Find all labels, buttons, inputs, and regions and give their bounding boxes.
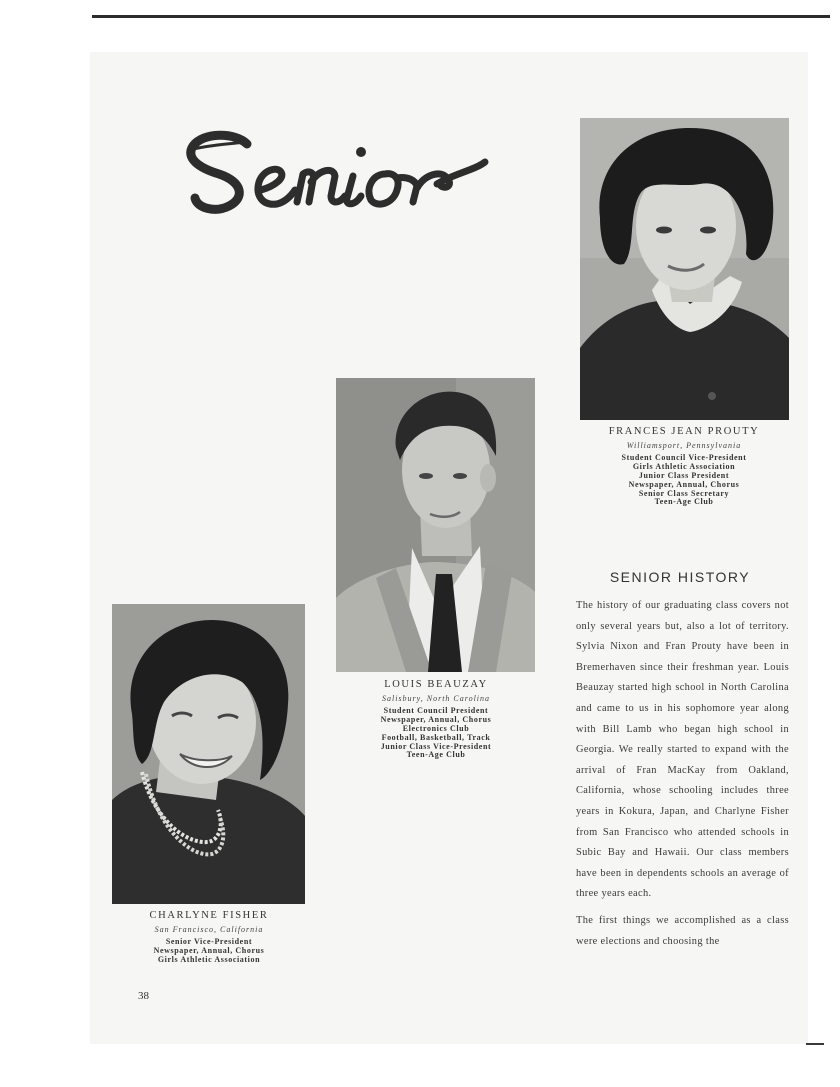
history-text: [576, 596, 789, 958]
portrait-photo: [580, 118, 789, 420]
history-paragraph: The first things we accomplished as a class were elections and choosing the: [576, 914, 789, 947]
activity-line: Football, Basketball, Track: [381, 732, 491, 742]
portrait-frances-prouty: [580, 118, 789, 420]
activity-line: Senior Vice-President: [165, 936, 253, 946]
student-name: CHARLYNE FISHER: [149, 910, 269, 921]
student-name: FRANCES JEAN PROUTY: [608, 426, 760, 437]
portrait-louis-beauzay: [336, 378, 535, 672]
caption-frances-prouty: [586, 426, 782, 507]
activity-line: Newspaper, Annual, Chorus: [153, 945, 265, 955]
activity-line: Newspaper, Annual, Chorus: [628, 479, 740, 489]
student-hometown: Williamsport, Pennsylvania: [626, 440, 742, 450]
activity-line: Girls Athletic Association: [157, 954, 261, 964]
activity-line: Junior Class President: [638, 470, 730, 480]
student-name: LOUIS BEAUZAY: [384, 679, 488, 690]
edge-mark: [806, 1043, 824, 1045]
page-number: 38: [138, 990, 149, 1002]
activity-line: Student Council Vice-President: [621, 452, 747, 462]
history-heading: SENIOR HISTORY: [609, 569, 751, 585]
caption-louis-beauzay: [340, 679, 532, 760]
script-title-lettering: [185, 116, 495, 226]
activity-line: Junior Class Vice-President: [380, 741, 492, 751]
activity-line: Teen-Age Club: [406, 750, 466, 760]
student-hometown: Salisbury, North Carolina: [381, 693, 491, 703]
portrait-photo: [112, 604, 305, 904]
portrait-charlyne-fisher: [112, 604, 305, 904]
activity-line: Senior Class Secretary: [638, 488, 730, 498]
activity-line: Electronics Club: [402, 723, 470, 733]
history-paragraph: The history of our graduating class covers not only several years but, also a lot of territory. Sylvia Nixon and Fran Prouty have been in Bremerhaven since their freshman year. Louis Beauzay started high school in North Carolina and came to us in his sophomore year along with Bill Lamb who began high school in Georgia. We really started to expand with the arrival of Fran MacKay from Oakland, California, whose schooling includes three years in Kokura, Japan, and Charlyne Fisher from San Francisco who attended schools in Subic Bay and Hawaii. Our class members have been in dependents schools an average of three years each.: [576, 600, 789, 900]
activity-line: Teen-Age Club: [654, 497, 714, 507]
activity-line: Student Council President: [383, 705, 489, 715]
caption-charlyne-fisher: [114, 910, 304, 965]
activity-line: Girls Athletic Association: [632, 461, 736, 471]
activity-line: Newspaper, Annual, Chorus: [380, 714, 492, 724]
top-rule: [92, 15, 830, 18]
page-title: [185, 116, 495, 226]
student-hometown: San Francisco, California: [154, 924, 264, 934]
portrait-photo: [336, 378, 535, 672]
